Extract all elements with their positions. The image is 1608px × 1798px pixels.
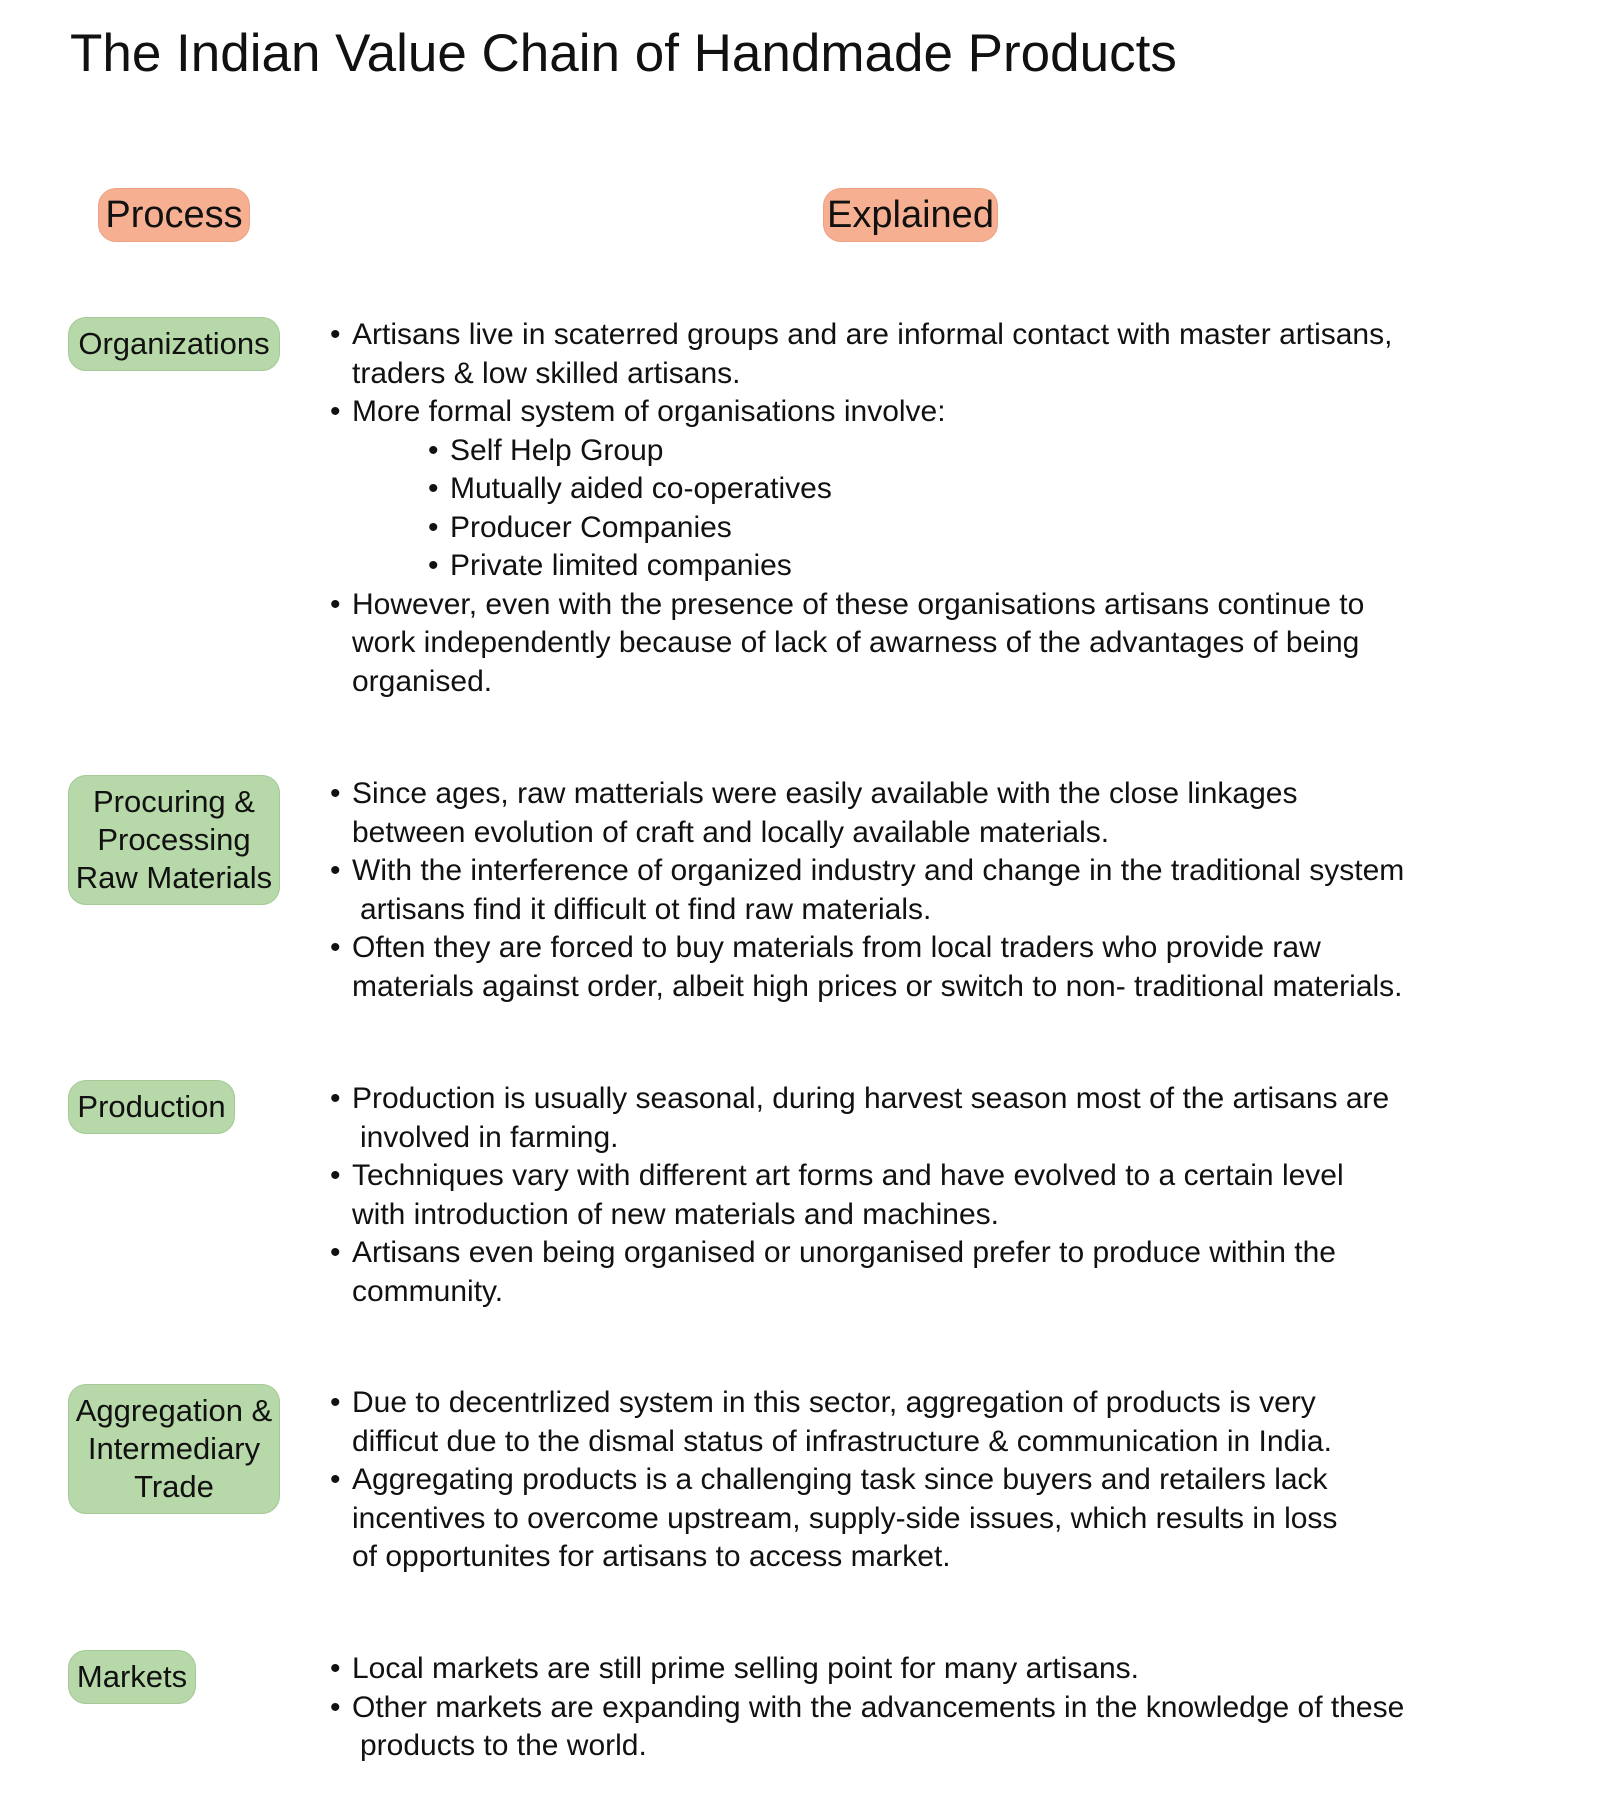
bullet-text-line: • With the interference of organized industry and change in the traditional system — [352, 854, 1405, 887]
process-step-explanation — [330, 775, 1570, 1006]
bullet-point — [330, 775, 1570, 852]
process-step-1 — [68, 317, 280, 371]
bullet-point — [330, 1461, 1570, 1577]
bullet-point — [330, 316, 1570, 393]
process-step-label — [77, 1088, 225, 1126]
process-step-label-line: Procuring & — [93, 784, 255, 819]
sub-bullet-point — [428, 432, 1570, 471]
process-step-5 — [68, 1650, 196, 1704]
process-step-explanation — [330, 316, 1570, 701]
bullet-text-line: artisans find it difficult ot find raw materials. — [360, 892, 932, 926]
bullet-text-line: involved in farming. — [360, 1120, 619, 1154]
bullet-text-line: • Other markets are expanding with the advancements in the knowledge of these — [352, 1690, 1405, 1724]
process-step-label-line: Markets — [76, 1659, 188, 1694]
bullet-text-line: of opportunites for artisans to access market. — [352, 1540, 951, 1573]
bullet-text-line: • Since ages, raw matterials were easily available with the close linkages — [352, 777, 1298, 810]
sub-bullet-point — [428, 509, 1570, 548]
explained-header-label: Explained — [827, 193, 994, 236]
bullet-text-line: • Private limited companies — [450, 549, 792, 582]
bullet-text-line: difficut due to the dismal status of infrastructure & communication in India. — [352, 1424, 1332, 1458]
bullet-text-line: • Production is usually seasonal, during harvest season most of the artisans are — [352, 1082, 1390, 1115]
bullet-text-line: • Local markets are still prime selling point for many artisans. — [352, 1652, 1139, 1685]
bullet-point — [330, 393, 1570, 432]
bullet-text-line: incentives to overcome upstream, supply-side issues, which results in loss — [352, 1501, 1338, 1535]
process-step-label-line: Organizations — [78, 326, 270, 361]
process-step-4 — [68, 1384, 280, 1514]
process-header-label: Process — [105, 193, 243, 236]
process-step-label-line: Aggregation & — [75, 1393, 273, 1428]
bullet-text-line: • Due to decentrlized system in this sector, aggregation of products is very — [352, 1386, 1316, 1419]
bullet-point — [330, 1080, 1570, 1157]
process-step-label-line: Intermediary — [87, 1431, 261, 1466]
process-step-label — [76, 783, 272, 897]
bullet-text-line: • Techniques vary with different art forms and have evolved to a certain level — [352, 1159, 1344, 1192]
process-step-explanation — [330, 1650, 1570, 1766]
bullet-text-line: work independently because of lack of awarness of the advantages of being — [352, 626, 1360, 659]
bullet-point — [330, 1384, 1570, 1461]
sub-bullet-point — [428, 470, 1570, 509]
bullet-text-line: products to the world. — [360, 1729, 647, 1762]
bullet-text-line: • Mutually aided co-operatives — [450, 472, 832, 505]
process-step-explanation — [330, 1080, 1570, 1311]
bullet-text-line: with introduction of new materials and machines. — [352, 1197, 999, 1231]
process-step-label-line: Production — [77, 1089, 226, 1124]
bullet-text-line: • Artisans live in scaterred groups and are informal contact with master artisans, — [352, 318, 1393, 351]
bullet-point — [330, 852, 1570, 929]
bullet-text-line: community. — [352, 1274, 504, 1308]
bullet-text-line: • More formal system of organisations involve: — [352, 395, 946, 428]
process-step-label-line: Trade — [134, 1469, 214, 1504]
process-step-3 — [68, 1080, 235, 1134]
bullet-text-line: traders & low skilled artisans. — [352, 356, 741, 390]
bullet-text-line: • Producer Companies — [450, 510, 732, 544]
bullet-point — [330, 929, 1570, 1006]
process-step-label — [78, 325, 269, 363]
bullet-point — [330, 1157, 1570, 1234]
bullet-text-line: • Self Help Group — [450, 433, 664, 467]
bullet-text-line: organised. — [352, 664, 493, 698]
bullet-text-line: • Artisans even being organised or unorganised prefer to produce within the — [352, 1236, 1336, 1269]
page-title: The Indian Value Chain of Handmade Products — [70, 24, 1177, 83]
process-step-label-line: Raw Materials — [75, 860, 273, 895]
bullet-text-line: • Often they are forced to buy materials from local traders who provide raw — [352, 931, 1321, 964]
bullet-point — [330, 1689, 1570, 1766]
process-column-header — [98, 188, 250, 242]
bullet-point — [330, 586, 1570, 702]
bullet-point — [330, 1234, 1570, 1311]
sub-bullet-point — [428, 547, 1570, 586]
process-step-2 — [68, 775, 280, 905]
process-step-label — [76, 1392, 272, 1506]
process-step-explanation — [330, 1384, 1570, 1577]
bullet-text-line: between evolution of craft and locally available materials. — [352, 815, 1110, 849]
bullet-text-line: materials against order, albeit high prices or switch to non- traditional materials. — [352, 969, 1403, 1003]
process-step-label — [77, 1658, 187, 1696]
bullet-text-line: • Aggregating products is a challenging task since buyers and retailers lack — [352, 1463, 1328, 1496]
process-step-label-line: Processing — [97, 822, 251, 857]
bullet-point — [330, 1650, 1570, 1689]
bullet-text-line: • However, even with the presence of these organisations artisans continue to — [352, 587, 1365, 621]
explained-column-header — [823, 188, 998, 242]
